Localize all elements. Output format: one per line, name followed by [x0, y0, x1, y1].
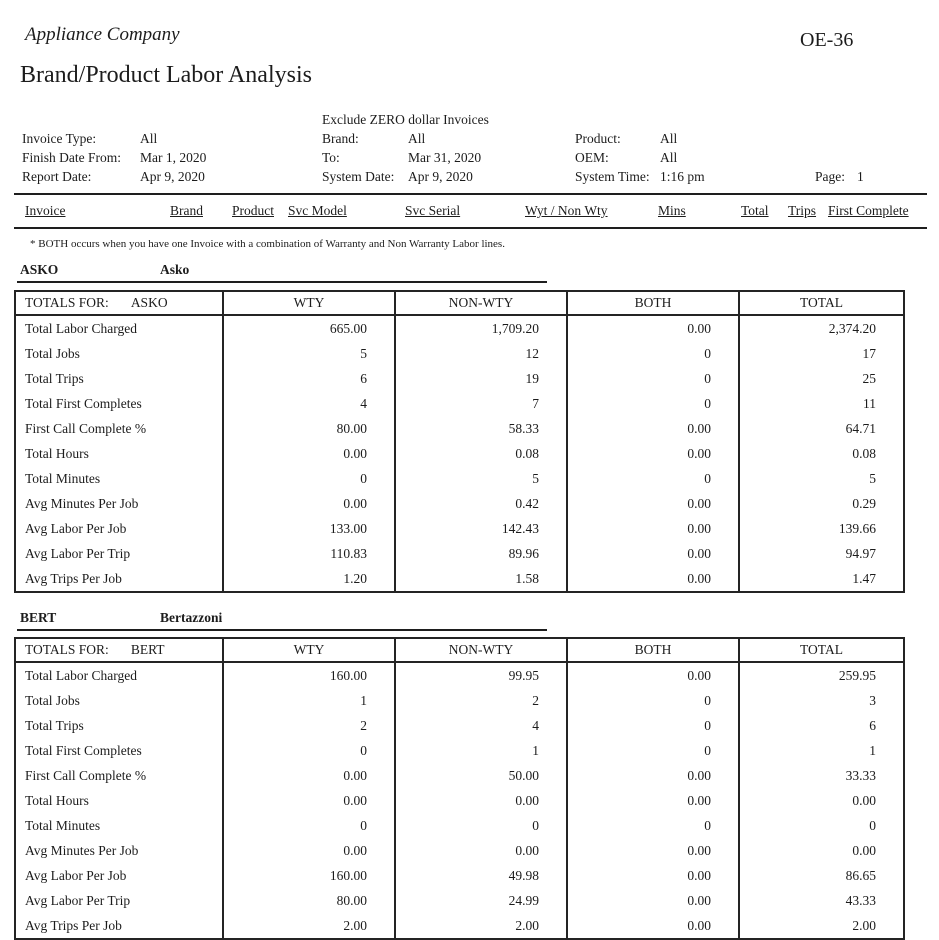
table-row — [15, 491, 904, 516]
system-time-label: System Time: — [575, 169, 650, 184]
filter-row — [0, 169, 939, 188]
table-row — [15, 738, 904, 763]
invoice-type-label: Invoice Type: — [22, 131, 97, 146]
metric-label: First Call Complete % — [15, 763, 223, 788]
col-header-non-wty: NON-WTY — [395, 291, 567, 315]
table-row — [15, 813, 904, 838]
table-row — [15, 516, 904, 541]
non-wty-value: 99.95 — [395, 662, 567, 688]
table-row — [15, 416, 904, 441]
wty-value: 0.00 — [223, 763, 395, 788]
wty-value: 0.00 — [223, 788, 395, 813]
table-row — [15, 788, 904, 813]
column-invoice[interactable]: Invoice — [25, 203, 66, 218]
total-value: 33.33 — [845, 767, 876, 783]
both-value: 0.00 — [567, 788, 739, 813]
table-row — [15, 688, 904, 713]
both-value: 0.00 — [567, 416, 739, 441]
total-value: 3 — [869, 692, 876, 708]
non-wty-value: 0.00 — [395, 838, 567, 863]
report-date-label: Report Date: — [22, 169, 92, 184]
table-row — [15, 466, 904, 491]
non-wty-value: 2 — [395, 688, 567, 713]
metric-label: First Call Complete % — [15, 416, 223, 441]
both-value: 0 — [567, 466, 739, 491]
wty-value: 0 — [223, 813, 395, 838]
horizontal-rule — [14, 193, 927, 195]
non-wty-value: 0.00 — [395, 788, 567, 813]
non-wty-value: 49.98 — [395, 863, 567, 888]
brand-description: Bertazzoni — [160, 610, 223, 625]
metric-label: Avg Trips Per Job — [15, 913, 223, 939]
wty-value: 80.00 — [223, 888, 395, 913]
non-wty-value: 7 — [395, 391, 567, 416]
non-wty-value: 1 — [395, 738, 567, 763]
total-value: 0 — [869, 817, 876, 833]
wty-value: 0.00 — [223, 491, 395, 516]
brand-value: All — [408, 131, 426, 146]
wty-value: 160.00 — [223, 662, 395, 688]
finish-date-to-value: Mar 31, 2020 — [408, 150, 482, 165]
column-total[interactable]: Total — [741, 203, 769, 218]
wty-value: 110.83 — [223, 541, 395, 566]
metric-label: Total Trips — [15, 713, 223, 738]
table-row — [15, 541, 904, 566]
total-value: 0.08 — [852, 445, 876, 461]
column-first-complete[interactable]: First Complete — [828, 203, 909, 218]
wty-value: 6 — [223, 366, 395, 391]
non-wty-value: 2.00 — [395, 913, 567, 939]
wty-value: 0.00 — [223, 838, 395, 863]
totals-for-cell: TOTALS FOR: ASKO — [15, 291, 223, 315]
finish-date-from-label: Finish Date From: — [22, 150, 122, 165]
both-value: 0 — [567, 391, 739, 416]
table-row — [15, 838, 904, 863]
total-value: 25 — [862, 370, 876, 386]
metric-label: Avg Labor Per Trip — [15, 888, 223, 913]
wty-value: 5 — [223, 341, 395, 366]
col-header-wty: WTY — [223, 291, 395, 315]
table-row — [15, 315, 904, 341]
total-value: 86.65 — [845, 867, 876, 883]
wty-value: 80.00 — [223, 416, 395, 441]
metric-label: Avg Minutes Per Job — [15, 491, 223, 516]
column-product[interactable]: Product — [232, 203, 274, 218]
both-value: 0 — [567, 688, 739, 713]
product-value: All — [660, 131, 678, 146]
non-wty-value: 1,709.20 — [395, 315, 567, 341]
metric-label: Total Minutes — [15, 466, 223, 491]
total-value: 94.97 — [845, 545, 876, 561]
non-wty-value: 50.00 — [395, 763, 567, 788]
metric-label: Total Trips — [15, 366, 223, 391]
table-row — [15, 366, 904, 391]
both-value: 0.00 — [567, 566, 739, 592]
table-row — [15, 863, 904, 888]
section-header-bert — [17, 610, 547, 631]
total-value: 259.95 — [838, 667, 876, 683]
finish-date-from-value: Mar 1, 2020 — [140, 150, 207, 165]
system-date-value: Apr 9, 2020 — [408, 169, 473, 184]
column-mins[interactable]: Mins — [658, 203, 686, 218]
wty-value: 0 — [223, 466, 395, 491]
total-value: 139.66 — [838, 520, 876, 536]
metric-label: Avg Labor Per Job — [15, 516, 223, 541]
col-header-wty: WTY — [223, 638, 395, 662]
table-row — [15, 441, 904, 466]
both-value: 0 — [567, 813, 739, 838]
both-value: 0.00 — [567, 662, 739, 688]
both-value: 0.00 — [567, 491, 739, 516]
both-value: 0.00 — [567, 763, 739, 788]
non-wty-value: 0.08 — [395, 441, 567, 466]
both-value: 0.00 — [567, 863, 739, 888]
col-header-total: TOTAL — [739, 638, 904, 662]
total-value: 2,374.20 — [828, 320, 876, 336]
both-value: 0 — [567, 738, 739, 763]
metric-label: Total Labor Charged — [15, 315, 223, 341]
metric-label: Total Hours — [15, 788, 223, 813]
both-value: 0.00 — [567, 516, 739, 541]
totals-header-row — [15, 638, 904, 662]
finish-date-to-label: To: — [322, 150, 340, 165]
total-value: 11 — [863, 395, 876, 411]
total-value: 64.71 — [845, 420, 876, 436]
exclude-zero-note: Exclude ZERO dollar Invoices — [322, 112, 489, 127]
total-value: 5 — [869, 470, 876, 486]
totals-for-cell: TOTALS FOR: BERT — [15, 638, 223, 662]
non-wty-value: 5 — [395, 466, 567, 491]
wty-value: 1.20 — [223, 566, 395, 592]
column-svc-serial[interactable]: Svc Serial — [405, 203, 461, 218]
table-row — [15, 763, 904, 788]
table-row — [15, 566, 904, 592]
wty-value: 0.00 — [223, 441, 395, 466]
table-row — [15, 662, 904, 688]
non-wty-value: 0 — [395, 813, 567, 838]
brand-label: Brand: — [322, 131, 359, 146]
company-name: Appliance Company — [25, 24, 180, 45]
wty-value: 2 — [223, 713, 395, 738]
oem-label: OEM: — [575, 150, 609, 165]
oem-value: All — [660, 150, 678, 165]
metric-label: Total Jobs — [15, 341, 223, 366]
report-date-value: Apr 9, 2020 — [140, 169, 205, 184]
filter-row — [0, 150, 939, 169]
invoice-type-value: All — [140, 131, 158, 146]
wty-value: 4 — [223, 391, 395, 416]
total-value: 2.00 — [852, 917, 876, 933]
both-value: 0.00 — [567, 541, 739, 566]
non-wty-value: 12 — [395, 341, 567, 366]
non-wty-value: 58.33 — [395, 416, 567, 441]
both-value: 0.00 — [567, 913, 739, 939]
brand-code: ASKO — [20, 262, 59, 277]
detail-column-headers — [0, 203, 939, 223]
both-value: 0.00 — [567, 838, 739, 863]
column-trips[interactable]: Trips — [788, 203, 817, 218]
both-value: 0 — [567, 366, 739, 391]
wty-value: 0 — [223, 738, 395, 763]
column-wty-non-wty[interactable]: Wyt / Non Wty — [525, 203, 608, 218]
table-row — [15, 913, 904, 939]
both-value: 0 — [567, 713, 739, 738]
metric-label: Avg Minutes Per Job — [15, 838, 223, 863]
wty-value: 2.00 — [223, 913, 395, 939]
totals-table-asko — [14, 290, 905, 593]
metric-label: Total Labor Charged — [15, 662, 223, 688]
col-header-non-wty: NON-WTY — [395, 638, 567, 662]
total-value: 1 — [869, 742, 876, 758]
system-date-label: System Date: — [322, 169, 395, 184]
brand-description: Asko — [160, 262, 190, 277]
page-number-value: 1 — [857, 169, 864, 184]
metric-label: Total First Completes — [15, 391, 223, 416]
both-value: 0.00 — [567, 888, 739, 913]
non-wty-value: 0.42 — [395, 491, 567, 516]
column-brand[interactable]: Brand — [170, 203, 203, 218]
total-value: 0.00 — [852, 792, 876, 808]
wty-value: 133.00 — [223, 516, 395, 541]
totals-header-row — [15, 291, 904, 315]
col-header-total: TOTAL — [739, 291, 904, 315]
total-value: 6 — [869, 717, 876, 733]
both-footnote: * BOTH occurs when you have one Invoice with a combination of Warranty and Non Warranty Labor lines. — [30, 238, 505, 250]
section-header-asko — [17, 262, 547, 283]
filter-row — [0, 131, 939, 150]
wty-value: 160.00 — [223, 863, 395, 888]
system-time-value: 1:16 pm — [660, 169, 705, 184]
col-header-both: BOTH — [567, 638, 739, 662]
both-value: 0 — [567, 341, 739, 366]
metric-label: Total Hours — [15, 441, 223, 466]
non-wty-value: 24.99 — [395, 888, 567, 913]
horizontal-rule — [14, 227, 927, 229]
both-value: 0.00 — [567, 315, 739, 341]
total-value: 0.00 — [852, 842, 876, 858]
table-row — [15, 888, 904, 913]
metric-label: Avg Labor Per Job — [15, 863, 223, 888]
brand-code: BERT — [20, 610, 57, 625]
non-wty-value: 142.43 — [395, 516, 567, 541]
col-header-both: BOTH — [567, 291, 739, 315]
page-number-label: Page: — [815, 169, 845, 184]
non-wty-value: 1.58 — [395, 566, 567, 592]
table-row — [15, 713, 904, 738]
report-code: OE-36 — [800, 29, 854, 51]
page-title: Brand/Product Labor Analysis — [20, 62, 312, 88]
total-value: 1.47 — [852, 570, 876, 586]
total-value: 0.29 — [852, 495, 876, 511]
total-value: 17 — [862, 345, 876, 361]
metric-label: Avg Trips Per Job — [15, 566, 223, 592]
non-wty-value: 19 — [395, 366, 567, 391]
both-value: 0.00 — [567, 441, 739, 466]
non-wty-value: 89.96 — [395, 541, 567, 566]
metric-label: Total Jobs — [15, 688, 223, 713]
wty-value: 665.00 — [223, 315, 395, 341]
non-wty-value: 4 — [395, 713, 567, 738]
metric-label: Avg Labor Per Trip — [15, 541, 223, 566]
totals-table-bert — [14, 637, 905, 940]
wty-value: 1 — [223, 688, 395, 713]
table-row — [15, 391, 904, 416]
metric-label: Total First Completes — [15, 738, 223, 763]
total-value: 43.33 — [845, 892, 876, 908]
metric-label: Total Minutes — [15, 813, 223, 838]
column-svc-model[interactable]: Svc Model — [288, 203, 347, 218]
product-label: Product: — [575, 131, 621, 146]
table-row — [15, 341, 904, 366]
